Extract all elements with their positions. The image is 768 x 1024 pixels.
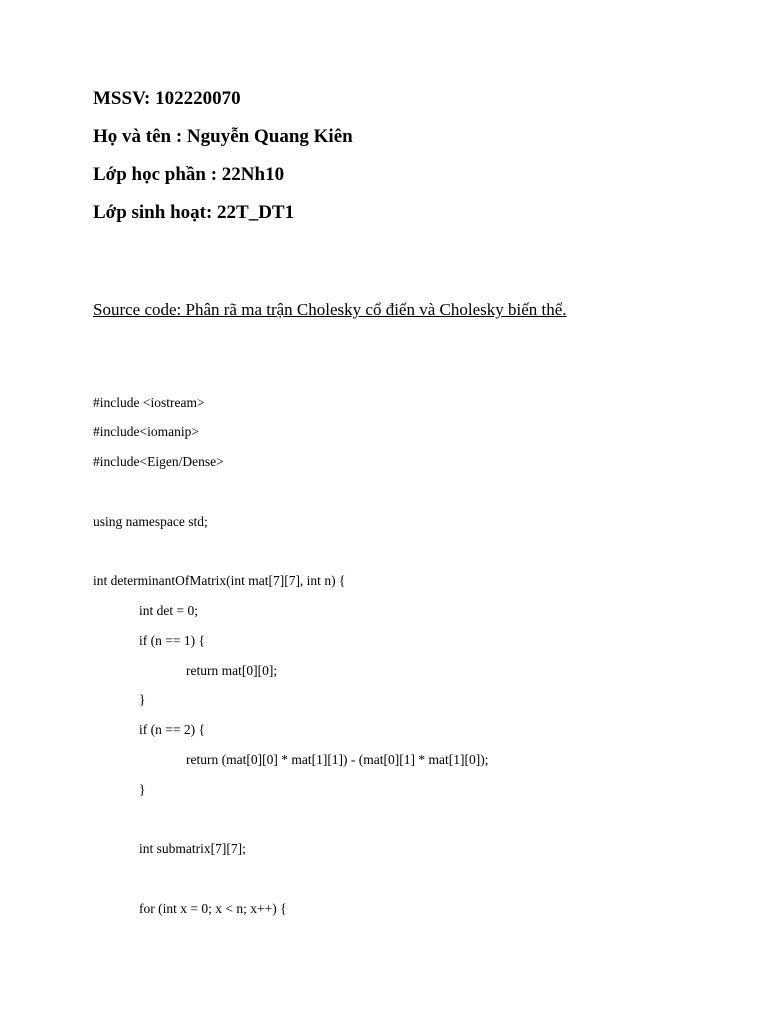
student-id: MSSV: 102220070	[93, 88, 241, 109]
code-line: return (mat[0][0] * mat[1][1]) - (mat[0][1] * mat[1][0]);	[186, 752, 489, 767]
code-line: #include <iostream>	[93, 395, 205, 410]
code-line: int submatrix[7][7];	[139, 841, 246, 856]
code-line: }	[139, 782, 146, 797]
code-line: #include<iomanip>	[93, 424, 199, 439]
code-line: int det = 0;	[139, 603, 198, 618]
student-name: Họ và tên : Nguyễn Quang Kiên	[93, 126, 353, 147]
code-line: if (n == 2) {	[139, 722, 205, 737]
code-line: return mat[0][0];	[186, 663, 278, 678]
code-line: #include<Eigen/Dense>	[93, 454, 224, 469]
home-class: Lớp sinh hoạt: 22T_DT1	[93, 202, 295, 223]
code-line: int determinantOfMatrix(int mat[7][7], int n) {	[93, 573, 346, 588]
course-class: Lớp học phần : 22Nh10	[93, 164, 285, 185]
code-line: }	[139, 692, 146, 707]
code-line: if (n == 1) {	[139, 633, 205, 648]
code-line: using namespace std;	[93, 514, 208, 529]
section-title: Source code: Phân rã ma trận Cholesky cổ điển và Cholesky biến thể.	[93, 300, 567, 319]
code-line: for (int x = 0; x < n; x++) {	[139, 901, 287, 916]
